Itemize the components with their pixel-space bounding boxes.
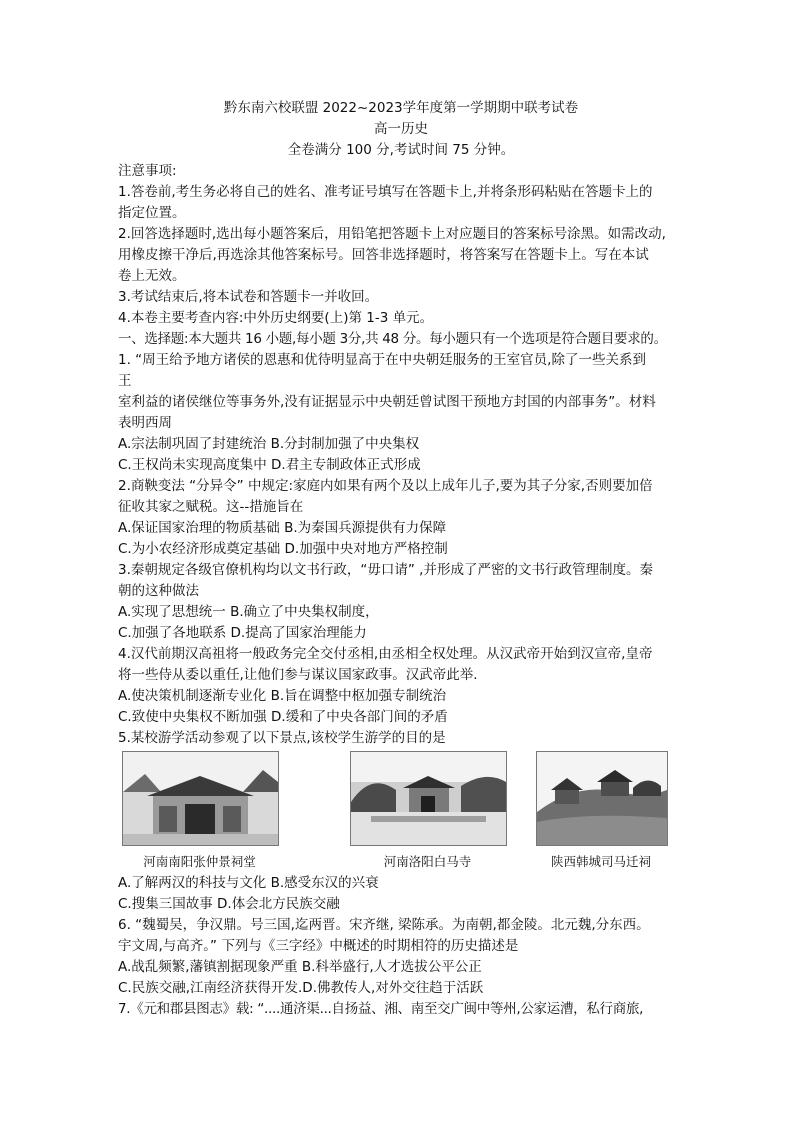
question-line: 王 — [118, 373, 132, 389]
question-line: 朝的这种做法 — [118, 583, 199, 599]
question-line: A.使决策机制逐渐专业化 B.旨在调整中枢加强专制统治 — [118, 688, 447, 704]
question-line: 4.汉代前期汉高祖将一般政务完全交付丞相,由丞相全权处理。从汉武帝开始到汉宣帝,皇帝 — [118, 646, 653, 662]
exam-title: 黔东南六校联盟 2022~2023学年度第一学期期中联考试卷 — [223, 100, 579, 116]
notes-line: 卷上无效。 — [118, 268, 186, 284]
question-line: A.实现了思想统一 B.确立了中央集权制度， — [118, 604, 379, 620]
question-line: C.致使中央集权不断加强 D.缓和了中央各部门间的矛盾 — [118, 709, 448, 725]
question-line: A.战乱频繁,藩镇割据现象严重 B.科举盛行,人才选拔公平公正 — [118, 959, 482, 975]
notes-line: 指定位置。 — [118, 205, 186, 221]
question-line: 3.秦朝规定各级官僚机构均以文书行政，“毋口请” ,并形成了严密的文书行政管理制度。秦 — [118, 562, 653, 578]
photo-zhangzhongjing-shrine — [122, 751, 277, 870]
question-line: 表明西周 — [118, 415, 172, 431]
notes-line: 1.答卷前,考生务必将自己的姓名、准考证号填写在答题卡上,并将条形码粘贴在答题卡上的 — [118, 184, 653, 200]
notes-heading: 注意事项: — [118, 163, 177, 179]
photo-baima-temple — [350, 751, 505, 870]
subject-title: 高一历史 — [374, 121, 428, 137]
question-line: 将一些侍从委以重任,让他们参与谋议国家政事。汉武帝此举. — [118, 667, 478, 683]
question-line: A.保证国家治理的物质基础 B.为秦国兵源提供有力保障 — [118, 520, 447, 536]
question-line: 6. “魏蜀吴，争汉鼎。号三国,迄两晋。宋齐继, 梁陈承。为南朝,都金陵。北元魏,分东西。 — [118, 917, 650, 933]
photo-caption: 陕西韩城司马迁祠 — [550, 854, 651, 869]
photo-simaqian-shrine — [536, 751, 691, 870]
score-time: 全卷满分 100 分,考试时间 75 分钟。 — [287, 142, 515, 158]
notes-line: 4.本卷主要考查内容:中外历史纲要(上)第 1-3 单元。 — [118, 310, 434, 326]
question-line: C.民族交融,江南经济获得开发.D.佛教传人,对外交往趋于活跃 — [118, 980, 484, 996]
question-line: C.王权尚未实现高度集中 D.君主专制政体正式形成 — [118, 457, 421, 473]
photo-caption: 河南洛阳白马寺 — [383, 854, 472, 869]
question-line: 1. “周王给予地方诸侯的恩惠和优待明显高于在中央朝廷服务的王室官员,除了一些关系到 — [118, 352, 646, 368]
question-line: A.了解两汉的科技与文化 B.感受东汉的兴衰 — [118, 875, 379, 891]
hill-shrine-image — [536, 751, 668, 846]
notes-line: 3.考试结束后,将本试卷和答题卡一并收回。 — [118, 289, 379, 305]
question-line: 宇文周,与高齐。” 下列与《三字经》中概述的时期相符的历史描述是 — [118, 938, 519, 954]
section-heading: 一、选择题:本大题共 16 小题,每小题 3分,共 48 分。每小题只有一个选项是符合题目要求的。 — [118, 331, 667, 347]
question-line: C.为小农经济形成奠定基础 D.加强中央对地方严格控制 — [118, 541, 448, 557]
photo-caption: 河南南阳张仲景祠堂 — [143, 854, 256, 869]
question-line: 2.商鞅变法 “分异令” 中规定:家庭内如果有两个及以上成年儿子,要为其子分家,否则要加倍 — [118, 478, 653, 494]
exam-page — [118, 98, 684, 1020]
question-line: 征收其家之赋税。这--措施旨在 — [118, 499, 304, 515]
question-line: A.宗法制巩固了封建统治 B.分封制加强了中央集权 — [118, 436, 420, 452]
temple-image — [350, 751, 507, 846]
notes-line: 2.回答选择题时,选出每小题答案后，用铅笔把答题卡上对应题目的答案标号涂黑。如需改动, — [118, 226, 666, 242]
question-line: 7.《元和郡县图志》载: “....通济渠...自扬益、湘、南至交广闽中等州,公家运漕，私行商旅, — [118, 1001, 644, 1017]
question-line: C.加强了各地联系 D.提高了国家治理能力 — [118, 625, 367, 641]
notes-line: 用橡皮擦干净后,再选涂其他答案标号。回答非选择题时，将答案写在答题卡上。写在本试 — [118, 247, 649, 263]
photo-row — [118, 751, 684, 873]
shrine-gate-image — [122, 751, 279, 846]
question-line: 室利益的诸侯继位等事务外,没有证据显示中央朝廷曾试图干预地方封国的内部事务”。材料 — [118, 394, 656, 410]
question-line: C.搜集三国故事 D.体会北方民族交融 — [118, 896, 340, 912]
question-line: 5.某校游学活动参观了以下景点,该校学生游学的目的是 — [118, 730, 446, 746]
